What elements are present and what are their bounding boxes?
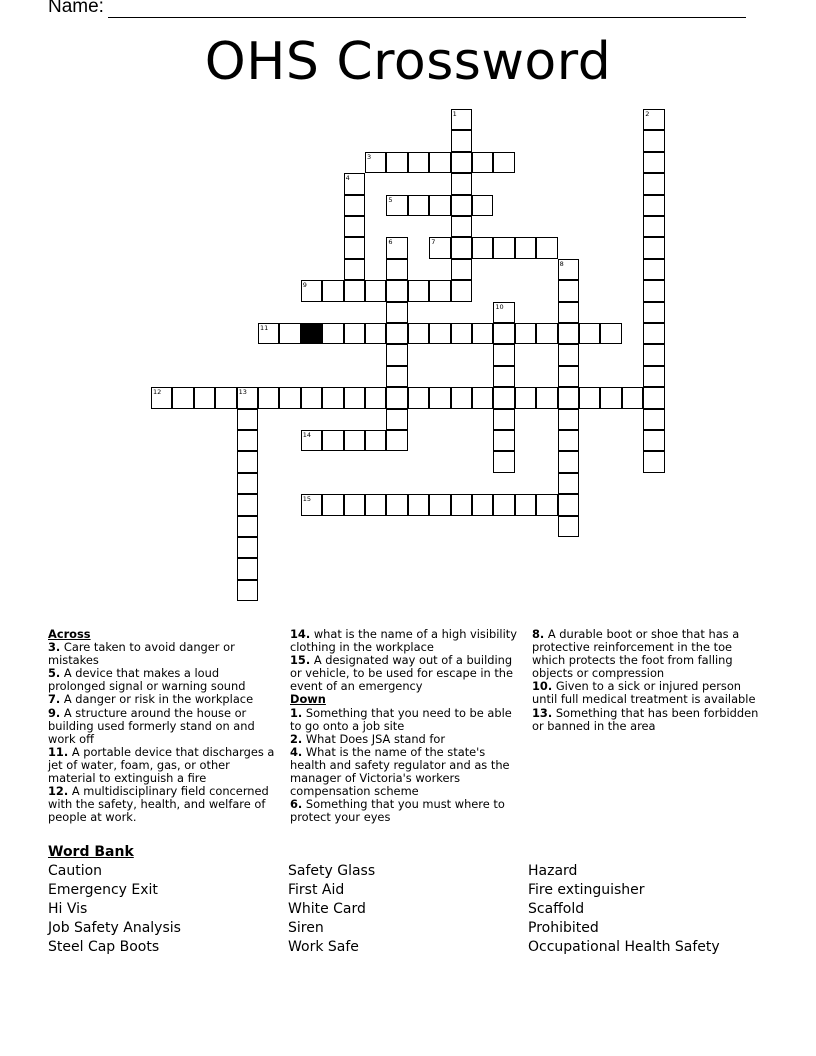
word-bank-item: First Aid [288,882,345,898]
grid-cell[interactable] [322,323,343,344]
grid-cell[interactable] [408,387,429,408]
grid-cell[interactable] [493,237,514,258]
grid-cell[interactable] [558,473,579,494]
clue-number: 14 [302,431,312,439]
grid-cell[interactable] [451,173,472,194]
grid-black-cell [301,323,322,344]
grid-cell[interactable] [558,387,579,408]
grid-cell[interactable] [237,558,258,579]
grid-cell[interactable] [493,409,514,430]
grid-cell[interactable] [643,387,664,408]
grid-cell[interactable] [237,494,258,515]
grid-cell[interactable] [515,387,536,408]
grid-cell[interactable] [493,387,514,408]
word-bank-item: Scaffold [528,901,585,917]
grid-cell[interactable] [322,280,343,301]
grid-cell[interactable] [451,130,472,151]
grid-cell[interactable] [493,366,514,387]
grid-cell[interactable] [643,323,664,344]
grid-cell[interactable] [237,430,258,451]
word-bank-item: White Card [288,901,366,917]
grid-cell[interactable] [536,237,557,258]
grid-cell[interactable] [643,195,664,216]
grid-cell[interactable] [451,280,472,301]
grid-cell[interactable] [365,323,386,344]
grid-cell[interactable] [579,387,600,408]
grid-cell[interactable] [237,451,258,472]
grid-cell[interactable] [472,323,493,344]
word-bank-title: Word Bank [48,844,134,860]
grid-cell[interactable] [558,516,579,537]
word-bank-item: Work Safe [288,939,359,955]
grid-cell[interactable] [386,366,407,387]
word-bank-item: Caution [48,863,103,879]
grid-cell[interactable] [237,409,258,430]
grid-cell[interactable] [558,430,579,451]
clue-across-9: 9. A structure around the house or building used formerly stand on and work off [48,705,255,746]
grid-cell[interactable] [643,130,664,151]
clue-across-5: 5. A device that makes a loud prolonged signal or warning sound [48,666,246,694]
grid-cell[interactable] [493,494,514,515]
clue-number: 10 [495,302,504,311]
word-bank-item: Prohibited [528,920,599,936]
grid-cell[interactable] [558,451,579,472]
grid-cell[interactable] [386,152,407,173]
grid-cell[interactable] [386,387,407,408]
grid-cell[interactable] [451,195,472,216]
grid-cell[interactable] [429,152,450,173]
grid-cell[interactable] [429,323,450,344]
grid-cell[interactable] [344,387,365,408]
word-bank-column-2 [288,862,375,957]
grid-cell[interactable] [344,259,365,280]
grid-cell[interactable] [386,280,407,301]
grid-cell[interactable] [301,387,322,408]
grid-cell[interactable] [643,237,664,258]
grid-cell[interactable] [279,323,300,344]
grid-cell[interactable] [451,323,472,344]
grid-cell[interactable] [493,451,514,472]
clue-number: 7 [431,238,436,247]
grid-cell[interactable] [365,387,386,408]
grid-cell[interactable] [643,451,664,472]
grid-cell[interactable] [279,387,300,408]
grid-cell[interactable] [365,280,386,301]
grid-cell[interactable] [451,387,472,408]
clue-down-4: 4. What is the name of the state's health and safety regulator and as the manager of Victoria's workers compensation scheme [290,744,510,799]
grid-cell[interactable] [643,280,664,301]
grid-cell[interactable] [237,537,258,558]
grid-cell[interactable] [536,387,557,408]
grid-cell[interactable] [493,430,514,451]
grid-cell[interactable] [558,409,579,430]
grid-cell[interactable] [515,323,536,344]
grid-cell[interactable] [408,494,429,515]
grid-cell[interactable] [344,195,365,216]
grid-cell[interactable] [451,237,472,258]
clue-number: 4 [345,174,350,183]
grid-cell[interactable] [558,302,579,323]
clue-number: 9 [302,281,307,290]
grid-cell[interactable] [558,323,579,344]
grid-cell[interactable] [472,494,493,515]
clue-down-6: 6. Something that you must where to protect your eyes [290,797,505,825]
grid-cell[interactable] [451,259,472,280]
word-bank-item: Hazard [528,863,578,879]
clue-number: 5 [388,195,393,204]
grid-cell[interactable] [172,387,193,408]
clue-across-12: 12. A multidisciplinary field concerned with the safety, health, and welfare of people at work. [48,784,269,825]
grid-cell[interactable] [536,494,557,515]
grid-cell[interactable] [493,323,514,344]
grid-cell[interactable] [237,580,258,601]
grid-cell[interactable] [558,366,579,387]
word-bank-item: Occupational Health Safety [528,939,720,955]
grid-cell[interactable] [579,323,600,344]
grid-cell[interactable] [365,430,386,451]
word-bank-item: Safety Glass [288,863,376,879]
clue-number: 6 [388,238,393,247]
grid-cell[interactable] [536,323,557,344]
grid-cell[interactable] [344,280,365,301]
grid-cell[interactable] [344,494,365,515]
grid-cell[interactable] [643,173,664,194]
grid-cell[interactable] [451,152,472,173]
grid-cell[interactable] [386,259,407,280]
grid-cell[interactable] [386,323,407,344]
grid-cell[interactable] [643,216,664,237]
clue-number: 13 [238,388,247,397]
grid-cell[interactable] [622,387,643,408]
clues-column-1 [48,628,276,824]
name-label: Name: [48,0,104,17]
grid-cell[interactable] [322,494,343,515]
grid-cell[interactable] [515,494,536,515]
grid-cell[interactable] [408,280,429,301]
grid-cell[interactable] [237,516,258,537]
grid-cell[interactable] [194,387,215,408]
grid-cell[interactable] [558,494,579,515]
grid-cell[interactable] [365,494,386,515]
clue-number: 11 [260,324,269,332]
word-bank-item: Emergency Exit [48,882,158,898]
clue-down-13: 13. Something that has been forbidden or banned in the area [532,705,759,733]
grid-cell[interactable] [429,280,450,301]
grid-cell[interactable] [386,344,407,365]
clue-number: 8 [559,259,564,268]
word-bank-item: Siren [288,920,324,936]
grid-cell[interactable] [643,430,664,451]
word-bank-item: Job Safety Analysis [48,920,181,936]
grid-cell[interactable] [472,195,493,216]
grid-cell[interactable] [408,195,429,216]
clue-down-8: 8. A durable boot or shoe that has a protective reinforcement in the toe which protects the foot from falling objects or compression [532,627,740,681]
grid-cell[interactable] [344,237,365,258]
grid-cell[interactable] [344,430,365,451]
word-bank-column-3 [528,862,720,957]
grid-cell[interactable] [643,259,664,280]
grid-cell[interactable] [643,366,664,387]
clue-across-3: 3. Care taken to avoid danger or mistakes [48,640,235,668]
clue-across-11: 11. A portable device that discharges a jet of water, foam, gas, or other material to extinguish a fire [48,744,275,786]
clue-across-15: 15. A designated way out of a building or vehicle, to be used for escape in the event of an emergency [290,653,514,694]
grid-cell[interactable] [408,323,429,344]
grid-cell[interactable] [429,195,450,216]
clue-number: 15 [302,495,312,504]
grid-cell[interactable] [472,387,493,408]
clue-number: 12 [153,388,162,397]
grid-cell[interactable] [386,302,407,323]
grid-cell[interactable] [386,430,407,451]
grid-cell[interactable] [322,430,343,451]
grid-cell[interactable] [493,344,514,365]
grid-cell[interactable] [408,152,429,173]
word-bank-column-1 [48,862,181,957]
clue-number: 1 [452,110,457,118]
clues-column-3 [532,628,768,733]
grid-cell[interactable] [600,323,621,344]
grid-cell[interactable] [643,152,664,173]
grid-cell[interactable] [258,387,279,408]
clues-column-2 [290,628,518,824]
clue-down-10: 10. Given to a sick or injured person until full medical treatment is available [532,679,756,707]
grid-cell[interactable] [386,409,407,430]
grid-cell[interactable] [429,494,450,515]
grid-cell[interactable] [344,216,365,237]
grid-cell[interactable] [451,494,472,515]
grid-cell[interactable] [472,237,493,258]
grid-cell[interactable] [322,387,343,408]
clue-down-1: 1. Something that you need to be able to go onto a job site [290,705,512,733]
grid-cell[interactable] [215,387,236,408]
clue-across-14: 14. what is the name of a high visibility clothing in the workplace [290,627,517,655]
clue-across-7: 7. A danger or risk in the workplace [48,692,254,707]
word-bank-item: Hi Vis [48,901,88,917]
grid-cell[interactable] [472,152,493,173]
word-bank-item: Fire extinguisher [528,882,645,898]
clue-number: 2 [645,110,650,118]
grid-cell[interactable] [386,494,407,515]
word-bank-item: Steel Cap Boots [48,939,160,955]
grid-cell[interactable] [643,302,664,323]
grid-cell[interactable] [237,473,258,494]
page-title: OHS Crossword [204,32,612,92]
grid-cell[interactable] [643,344,664,365]
grid-cell[interactable] [600,387,621,408]
clue-down-2: 2. What Does JSA stand for [290,731,446,746]
grid-cell[interactable] [643,409,664,430]
down-heading: Down [290,692,326,707]
across-heading: Across [48,627,91,641]
grid-cell[interactable] [515,237,536,258]
grid-cell[interactable] [558,280,579,301]
grid-cell[interactable] [558,344,579,365]
grid-cell[interactable] [344,323,365,344]
grid-cell[interactable] [429,387,450,408]
grid-cell[interactable] [451,216,472,237]
grid-cell[interactable] [493,152,514,173]
clue-number: 3 [367,152,372,161]
